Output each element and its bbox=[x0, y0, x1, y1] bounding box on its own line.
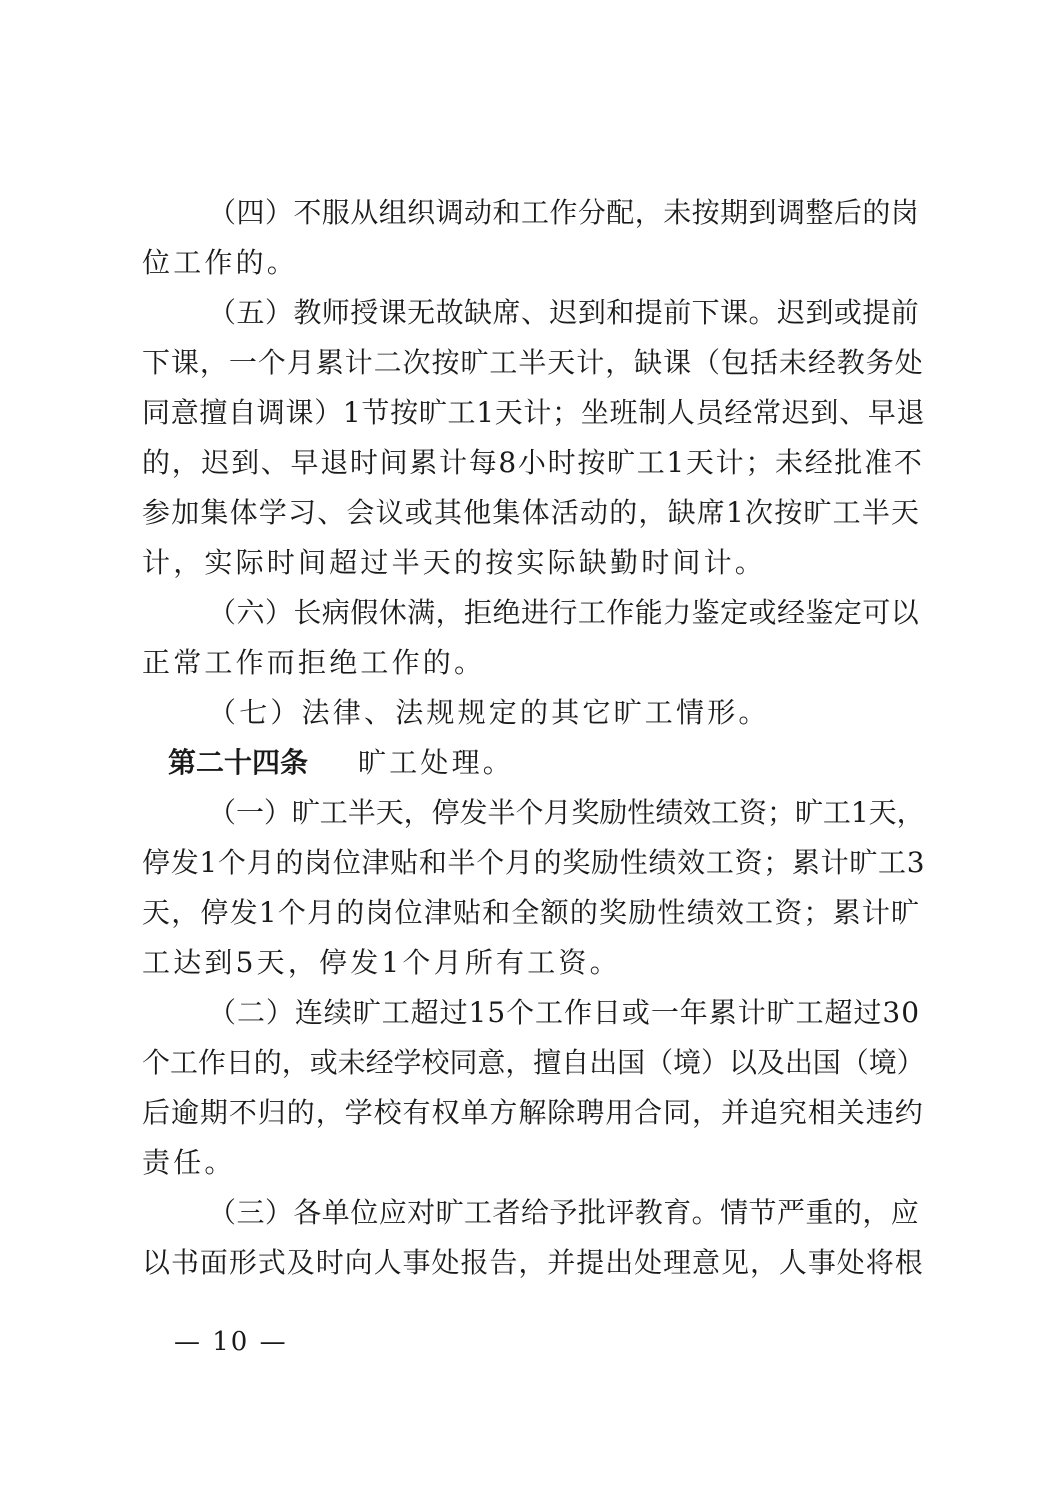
paragraph-line: （一）旷工半天，停发半个月奖励性绩效工资；旷工1天， bbox=[208, 796, 925, 829]
article-heading: 第二十四条 bbox=[168, 746, 309, 779]
page-number: — 10 — bbox=[174, 1327, 288, 1357]
paragraph-line: 参加集体学习、会议或其他集体活动的，缺席1次按旷工半天 bbox=[142, 496, 921, 529]
article-title: 旷工处理。 bbox=[358, 746, 515, 779]
paragraph-line: 工达到5天，停发1个月所有工资。 bbox=[142, 946, 621, 979]
paragraph-line: 下课，一个月累计二次按旷工半天计，缺课（包括未经教务处 bbox=[142, 346, 924, 379]
paragraph-line: （六）长病假休满，拒绝进行工作能力鉴定或经鉴定可以 bbox=[208, 596, 920, 629]
paragraph-line: 责任。 bbox=[142, 1146, 236, 1179]
paragraph-line: 同意擅自调课）1节按旷工1天计；坐班制人员经常迟到、早退 bbox=[142, 396, 926, 429]
paragraph-line: （七）法律、法规规定的其它旷工情形。 bbox=[208, 696, 770, 729]
paragraph-line: （二）连续旷工超过15个工作日或一年累计旷工超过30 bbox=[208, 996, 920, 1029]
paragraph-line: 天，停发1个月的岗位津贴和全额的奖励性绩效工资；累计旷 bbox=[142, 896, 921, 929]
paragraph-line: 正常工作而拒绝工作的。 bbox=[142, 646, 486, 679]
paragraph-line: 个工作日的，或未经学校同意，擅自出国（境）以及出国（境） bbox=[142, 1046, 925, 1079]
paragraph-line: 停发1个月的岗位津贴和半个月的奖励性绩效工资；累计旷工3 bbox=[142, 846, 926, 879]
paragraph-line: （四）不服从组织调动和工作分配，未按期到调整后的岗 bbox=[208, 196, 920, 229]
paragraph-line: 计，实际时间超过半天的按实际缺勤时间计。 bbox=[142, 546, 767, 579]
paragraph-line: 以书面形式及时向人事处报告，并提出处理意见，人事处将根 bbox=[142, 1246, 924, 1279]
paragraph-line: 位工作的。 bbox=[142, 246, 299, 279]
paragraph-line: （三）各单位应对旷工者给予批评教育。情节严重的，应 bbox=[208, 1196, 920, 1229]
paragraph-line: 的，迟到、早退时间累计每8小时按旷工1天计；未经批准不 bbox=[142, 446, 924, 479]
paragraph-line: 后逾期不归的，学校有权单方解除聘用合同，并追究相关违约 bbox=[142, 1096, 924, 1129]
paragraph-line: （五）教师授课无故缺席、迟到和提前下课。迟到或提前 bbox=[208, 296, 920, 329]
